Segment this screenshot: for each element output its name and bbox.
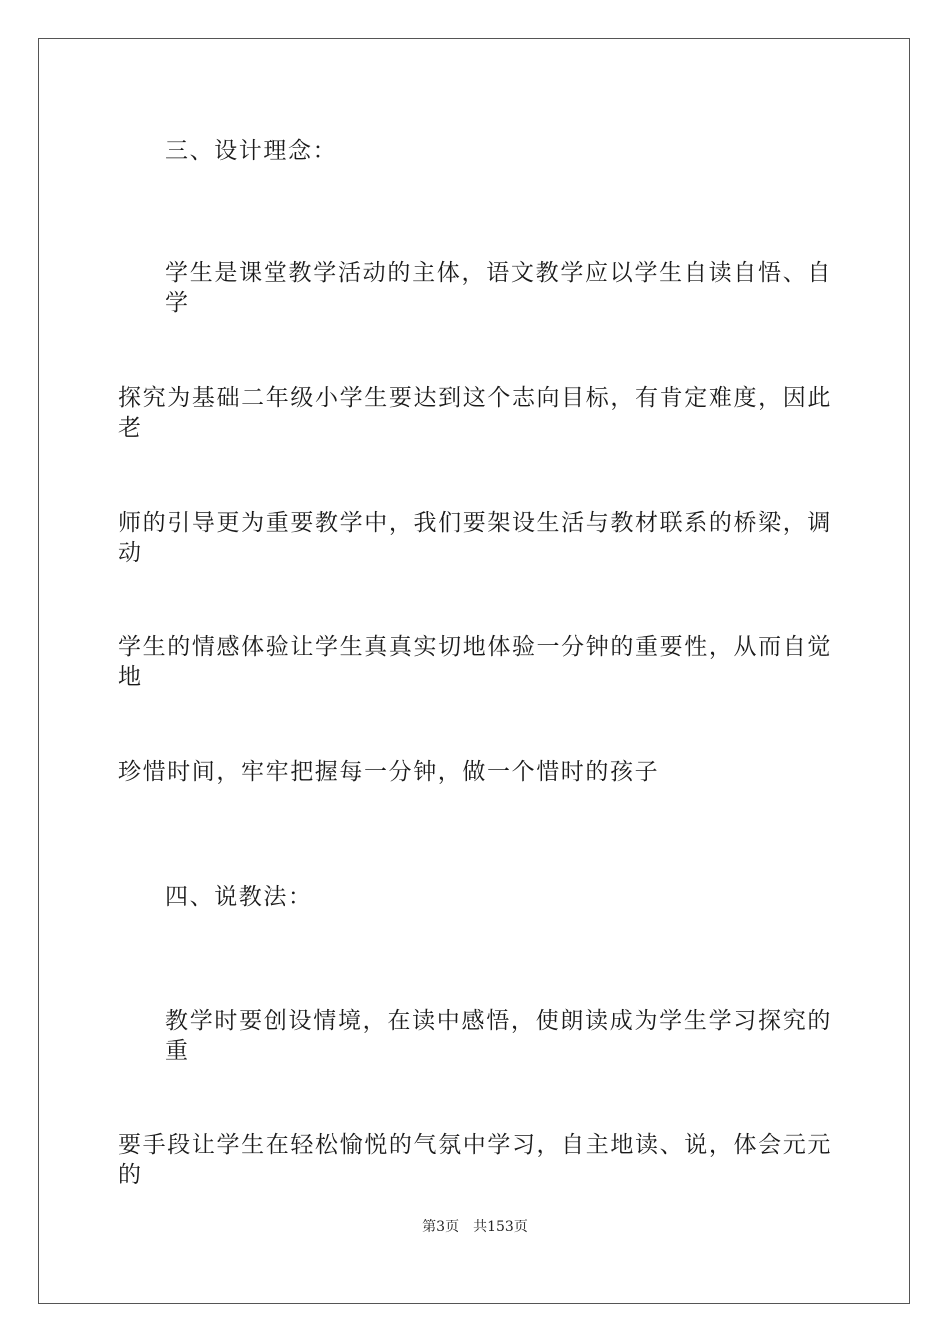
paragraph-line: 师的引导更为重要教学中，我们要架设生活与教材联系的桥梁，调动 <box>118 510 832 566</box>
section-heading-design-concept: 三、设计理念： <box>165 138 338 164</box>
page-footer <box>0 1218 950 1236</box>
paragraph-line: 探究为基础二年级小学生要达到这个志向目标，有肯定难度，因此老 <box>118 385 832 441</box>
paragraph-line: 珍惜时间，牢牢把握每一分钟，做一个惜时的孩子 <box>118 759 660 785</box>
paragraph-line: 教学时要创设情境，在读中感悟，使朗读成为学生学习探究的重 <box>165 1008 832 1064</box>
paragraph-line: 学生的情感体验让学生真真实切地体验一分钟的重要性，从而自觉地 <box>118 634 832 690</box>
page-number-current: 第3页 <box>422 1219 460 1235</box>
paragraph-line: 要手段让学生在轻松愉悦的气氛中学习，自主地读、说，体会元元的 <box>118 1132 832 1188</box>
page-number-total: 共153页 <box>473 1219 528 1235</box>
paragraph-line: 学生是课堂教学活动的主体，语文教学应以学生自读自悟、自学 <box>165 260 832 316</box>
section-heading-teaching-method: 四、说教法： <box>165 884 313 910</box>
